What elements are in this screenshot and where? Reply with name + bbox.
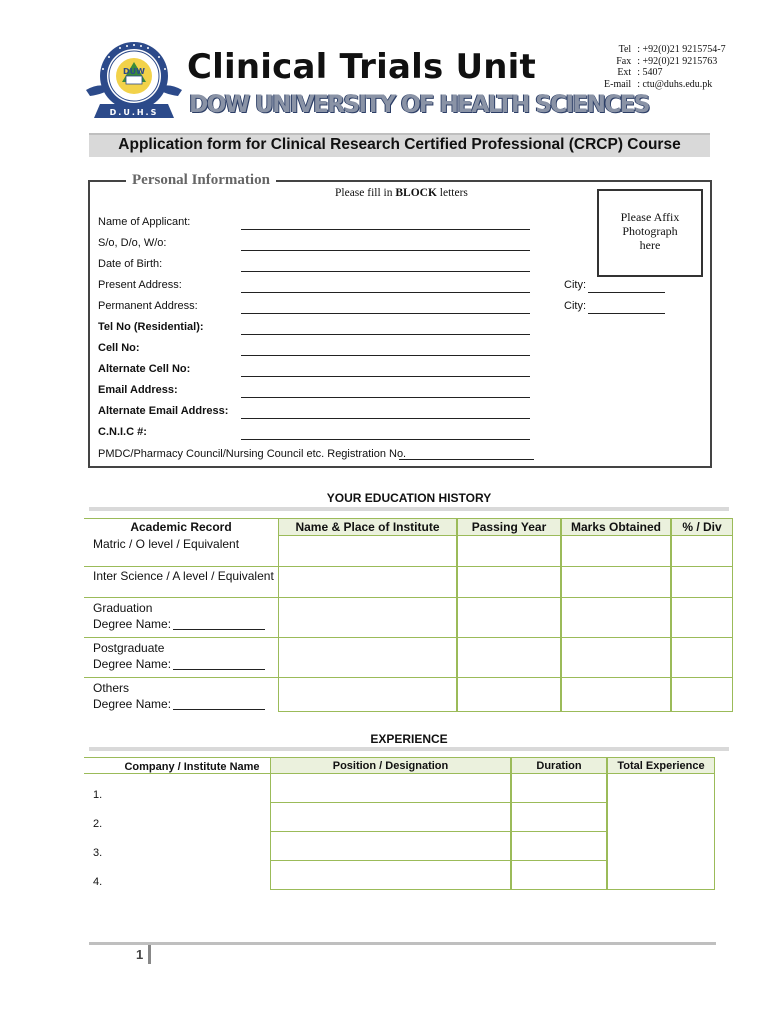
exp-col-total: Total Experience bbox=[607, 757, 715, 774]
edu-row-label: Others bbox=[93, 681, 130, 695]
relation-label: S/o, D/o, W/o: bbox=[98, 237, 167, 249]
education-rule bbox=[89, 507, 729, 511]
registration-input-line[interactable] bbox=[399, 459, 534, 460]
tel-label: Tel No (Residential): bbox=[98, 321, 204, 333]
permanent-city-label: City: bbox=[564, 300, 586, 312]
edu-row-label: Matric / O level / Equivalent bbox=[93, 537, 240, 551]
relation-input-line[interactable] bbox=[241, 250, 530, 251]
edu-cell[interactable] bbox=[671, 637, 733, 678]
permanent-address-input-line[interactable] bbox=[241, 313, 530, 314]
edu-col-marks: Marks Obtained bbox=[561, 518, 671, 536]
contact-label: Fax bbox=[616, 55, 632, 67]
footer-rule bbox=[89, 942, 716, 945]
edu-cell[interactable] bbox=[561, 566, 671, 598]
exp-row-number: 3. bbox=[93, 847, 103, 859]
personal-info-legend: Personal Information bbox=[126, 172, 276, 189]
total-experience-cell[interactable] bbox=[607, 773, 715, 890]
edu-cell[interactable] bbox=[278, 677, 457, 712]
edu-col-institute: Name & Place of Institute bbox=[278, 518, 457, 536]
unit-title: Clinical Trials Unit bbox=[187, 47, 536, 87]
edu-cell[interactable] bbox=[457, 637, 561, 678]
experience-heading: EXPERIENCE bbox=[370, 732, 448, 746]
email-label: Email Address: bbox=[98, 384, 178, 396]
contact-value: : ctu@duhs.edu.pk bbox=[637, 78, 713, 90]
contact-label: E-mail bbox=[604, 78, 632, 90]
edu-col-passing-year: Passing Year bbox=[457, 518, 561, 536]
page-number: 1 bbox=[136, 947, 144, 962]
edu-cell[interactable] bbox=[278, 597, 457, 638]
edu-col-percent: % / Div bbox=[671, 518, 733, 536]
alt-email-label: Alternate Email Address: bbox=[98, 405, 229, 417]
duhs-logo bbox=[82, 38, 186, 122]
cnic-input-line[interactable] bbox=[241, 439, 530, 440]
contact-fax bbox=[604, 56, 726, 68]
present-address-input-line[interactable] bbox=[241, 292, 530, 293]
present-address-label: Present Address: bbox=[98, 279, 182, 291]
edu-row-label: Graduation bbox=[93, 601, 153, 615]
edu-cell[interactable] bbox=[561, 637, 671, 678]
exp-cell[interactable] bbox=[511, 831, 607, 861]
edu-cell[interactable] bbox=[457, 677, 561, 712]
cell-label: Cell No: bbox=[98, 342, 140, 354]
exp-cell[interactable] bbox=[511, 860, 607, 890]
edu-row-label: Inter Science / A level / Equivalent bbox=[93, 569, 274, 583]
edu-cell[interactable] bbox=[278, 566, 457, 598]
edu-row-degree-label: Degree Name: bbox=[93, 697, 172, 711]
contact-value: : 5407 bbox=[637, 67, 663, 78]
photo-text: Photograph bbox=[622, 224, 678, 238]
edu-row-divider bbox=[84, 597, 278, 598]
name-label: Name of Applicant: bbox=[98, 216, 191, 228]
exp-col-position: Position / Designation bbox=[270, 757, 511, 774]
edu-cell[interactable] bbox=[561, 677, 671, 712]
form-title: Application form for Clinical Research Certified Professional (CRCP) Course bbox=[118, 136, 681, 153]
present-city-label: City: bbox=[564, 279, 586, 291]
exp-cell[interactable] bbox=[270, 831, 511, 861]
alt-email-input-line[interactable] bbox=[241, 418, 530, 419]
alt-cell-input-line[interactable] bbox=[241, 376, 530, 377]
edu-row-degree-label: Degree Name: bbox=[93, 657, 172, 671]
contact-email bbox=[604, 79, 726, 91]
edu-cell[interactable] bbox=[671, 597, 733, 638]
tel-input-line[interactable] bbox=[241, 334, 530, 335]
exp-col-duration: Duration bbox=[511, 757, 607, 774]
contact-ext bbox=[604, 67, 726, 79]
present-city-input-line[interactable] bbox=[588, 292, 665, 293]
edu-cell[interactable] bbox=[457, 597, 561, 638]
edu-cell[interactable] bbox=[561, 597, 671, 638]
alt-cell-label: Alternate Cell No: bbox=[98, 363, 191, 375]
experience-rule bbox=[89, 747, 729, 751]
edu-cell[interactable] bbox=[561, 535, 671, 567]
exp-header-top-line bbox=[84, 757, 270, 758]
dob-label: Date of Birth: bbox=[98, 258, 163, 270]
contact-info bbox=[604, 44, 726, 90]
svg-text:DUW: DUW bbox=[123, 67, 145, 76]
exp-row-number: 1. bbox=[93, 789, 103, 801]
edu-cell[interactable] bbox=[671, 566, 733, 598]
contact-tel bbox=[604, 44, 726, 56]
photo-text: Please Affix bbox=[620, 210, 680, 224]
exp-cell[interactable] bbox=[270, 802, 511, 832]
cell-input-line[interactable] bbox=[241, 355, 530, 356]
block-letters-note bbox=[335, 187, 468, 199]
exp-cell[interactable] bbox=[511, 773, 607, 803]
edu-cell[interactable] bbox=[457, 535, 561, 567]
edu-row-divider bbox=[84, 677, 278, 678]
logo-banner-text: D.U.H.S bbox=[109, 108, 159, 117]
edu-row-label: Postgraduate bbox=[93, 641, 165, 655]
contact-label: Ext bbox=[617, 67, 632, 78]
photo-box[interactable] bbox=[597, 189, 703, 277]
contact-value: : +92(0)21 9215763 bbox=[637, 55, 718, 67]
degree-name-input-line[interactable] bbox=[173, 629, 265, 630]
degree-name-input-line[interactable] bbox=[173, 709, 265, 710]
exp-col-company: Company / Institute Name bbox=[124, 761, 260, 773]
permanent-address-label: Permanent Address: bbox=[98, 300, 198, 312]
exp-cell[interactable] bbox=[511, 802, 607, 832]
page-number-separator bbox=[148, 945, 151, 964]
exp-cell[interactable] bbox=[270, 860, 511, 890]
exp-cell[interactable] bbox=[270, 773, 511, 803]
education-heading: YOUR EDUCATION HISTORY bbox=[326, 491, 492, 505]
photo-text: here bbox=[639, 238, 661, 252]
contact-label: Tel bbox=[618, 44, 632, 55]
note-suffix: letters bbox=[436, 187, 468, 199]
edu-cell[interactable] bbox=[671, 677, 733, 712]
permanent-city-input-line[interactable] bbox=[588, 313, 665, 314]
exp-header-bottom-line bbox=[84, 773, 270, 774]
edu-row-divider bbox=[84, 566, 278, 567]
exp-row-number: 4. bbox=[93, 876, 103, 888]
degree-name-input-line[interactable] bbox=[173, 669, 265, 670]
registration-label: PMDC/Pharmacy Council/Nursing Council etc. Registration No. bbox=[98, 448, 407, 460]
cnic-label: C.N.I.C #: bbox=[98, 426, 147, 438]
edu-row-divider bbox=[84, 637, 278, 638]
dob-input-line[interactable] bbox=[241, 271, 530, 272]
note-bold: BLOCK bbox=[395, 187, 437, 199]
edu-cell[interactable] bbox=[671, 535, 733, 567]
edu-col-academic-record: Academic Record bbox=[84, 519, 278, 535]
contact-value: : +92(0)21 9215754-7 bbox=[637, 44, 726, 55]
edu-cell[interactable] bbox=[457, 566, 561, 598]
note-prefix: Please fill in bbox=[335, 187, 396, 199]
name-input-line[interactable] bbox=[241, 229, 530, 230]
edu-cell[interactable] bbox=[278, 637, 457, 678]
email-input-line[interactable] bbox=[241, 397, 530, 398]
edu-row-degree-label: Degree Name: bbox=[93, 617, 172, 631]
university-name: DOW UNIVERSITY OF HEALTH SCIENCES bbox=[189, 90, 649, 118]
exp-row-number: 2. bbox=[93, 818, 103, 830]
edu-cell[interactable] bbox=[278, 535, 457, 567]
